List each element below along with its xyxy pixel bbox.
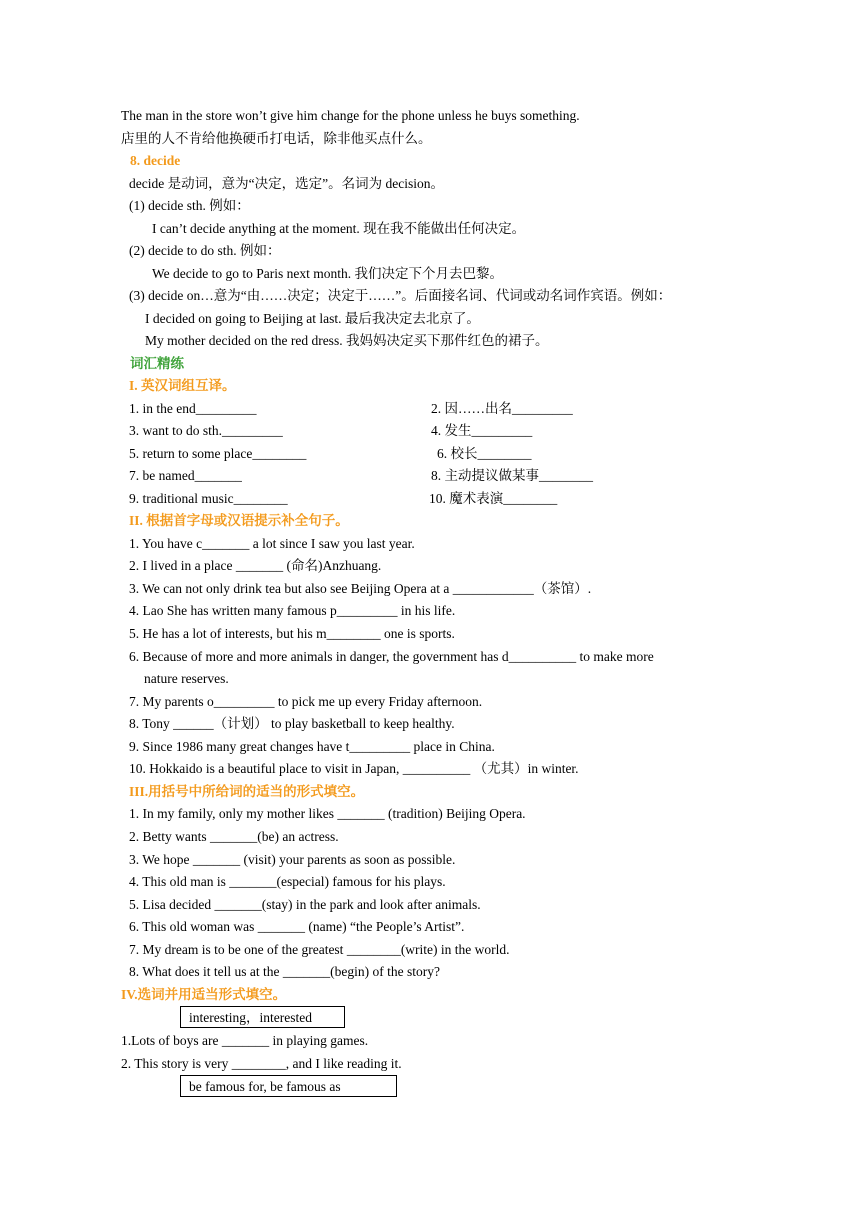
decide-example-3a: I decided on going to Beijing at last. 最后我决定去北京了。 [145,311,480,326]
sec3-item-1: 1. In my family, only my mother likes _______ (tradition) Beijing Opera. [129,806,526,821]
sec1-item-8: 8. 主动提议做某事________ [431,468,593,483]
decide-example-2: We decide to go to Paris next month. 我们决定下个月去巴黎。 [152,266,503,281]
sec1-item-3: 3. want to do sth._________ [129,423,283,438]
sec2-item-4: 4. Lao She has written many famous p_________ in his life. [129,603,456,618]
sec2-item-7: 7. My parents o_________ to pick me up every Friday afternoon. [129,694,483,709]
sec1-item-10: 10. 魔术表演________ [429,491,558,506]
vocab-title: 词汇精练 [130,356,184,371]
word-box-2: be famous for, be famous as [180,1075,397,1097]
sec1-item-1: 1. in the end_________ [129,401,257,416]
sec3-item-8: 8. What does it tell us at the _______(begin) of the story? [129,964,440,979]
sec2-item-6: 6. Because of more and more animals in danger, the government has d__________ to make more [129,649,654,664]
intro-english: The man in the store won’t give him change for the phone unless he buys something. [121,108,580,123]
sec3-item-4: 4. This old man is _______(especial) famous for his plays. [129,874,446,889]
sec1-item-9: 9. traditional music________ [129,491,288,506]
sec1-item-7: 7. be named_______ [129,468,242,483]
sec3-item-6: 6. This old woman was _______ (name) “the People’s Artist”. [129,919,465,934]
decide-usage-2: (2) decide to do sth. 例如： [129,243,281,258]
sec1-item-2: 2. 因……出名_________ [431,401,573,416]
section-2-title: II. 根据首字母或汉语提示补全句子。 [129,513,349,528]
word-box-1: interesting，interested [180,1006,345,1028]
sec3-item-5: 5. Lisa decided _______(stay) in the park and look after animals. [129,897,481,912]
sec3-item-2: 2. Betty wants _______(be) an actress. [129,829,339,844]
sec2-item-9: 9. Since 1986 many great changes have t_________ place in China. [129,739,495,754]
decide-example-3b: My mother decided on the red dress. 我妈妈决定买下那件红色的裙子。 [145,333,549,348]
sec2-item-8: 8. Tony ______（计划） to play basketball to keep healthy. [129,716,455,731]
sec2-item-3: 3. We can not only drink tea but also see Beijing Opera at a ____________（茶馆）. [129,581,592,596]
sec1-item-6: 6. 校长________ [437,446,532,461]
sec2-item-2: 2. I lived in a place _______ (命名)Anzhuang. [129,558,382,573]
sec2-item-10: 10. Hokkaido is a beautiful place to visit in Japan, __________ （尤其）in winter. [129,761,579,776]
section-4-title: IV.选词并用适当形式填空。 [121,987,287,1002]
sec3-item-7: 7. My dream is to be one of the greatest ________(write) in the world. [129,942,510,957]
sec2-item-6-cont: nature reserves. [144,671,229,686]
section-1-title: I. 英汉词组互译。 [129,378,236,393]
sec1-item-5: 5. return to some place________ [129,446,307,461]
sec4-item-2: 2. This story is very ________, and I like reading it. [121,1056,402,1071]
decide-example-1: I can’t decide anything at the moment. 现在我不能做出任何决定。 [152,221,526,236]
sec2-item-5: 5. He has a lot of interests, but his m________ one is sports. [129,626,455,641]
sec2-item-1: 1. You have c_______ a lot since I saw you last year. [129,536,415,551]
decide-usage-1: (1) decide sth. 例如： [129,198,250,213]
sec3-item-3: 3. We hope _______ (visit) your parents as soon as possible. [129,852,456,867]
sec1-item-4: 4. 发生_________ [431,423,533,438]
section-3-title: III.用括号中所给词的适当的形式填空。 [129,784,365,799]
decide-heading: 8. decide [130,153,181,168]
decide-description: decide 是动词，意为“决定，选定”。名词为 decision。 [129,176,444,191]
intro-chinese: 店里的人不肯给他换硬币打电话，除非他买点什么。 [121,131,432,146]
decide-usage-3: (3) decide on…意为“由……决定；决定于……”。后面接名词、代词或动名词作宾语。例如： [129,288,672,303]
sec4-item-1: 1.Lots of boys are _______ in playing games. [121,1033,369,1048]
